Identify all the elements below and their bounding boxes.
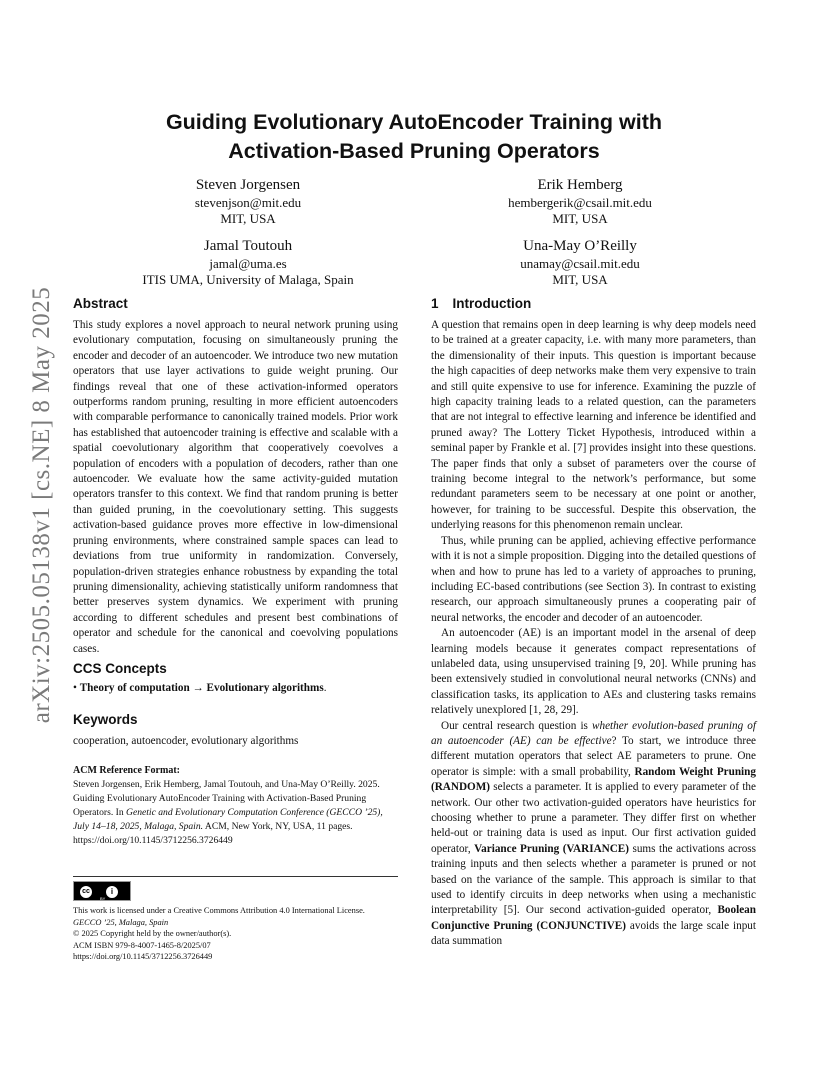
cc-icon: cc: [79, 885, 93, 899]
intro-paragraph: [431, 719, 756, 950]
section-title: Introduction: [452, 296, 532, 311]
author-email: jamal@uma.es: [209, 256, 287, 271]
author-block: [108, 236, 388, 288]
ccs-concepts: [73, 681, 398, 696]
arxiv-identifier: arXiv:2505.05138v1 [cs.NE] 8 May 2025: [28, 286, 55, 724]
author-block: [440, 236, 720, 288]
intro-text-run: ? To start, we introduce three different mutation operators that select AE parameters to prune. One operator is simple: with a small probability,: [431, 734, 757, 778]
ccs-subconcept: Evolutionary algorithms: [206, 682, 324, 694]
ccs-bullet: •: [73, 682, 77, 694]
author-email: unamay@csail.mit.edu: [520, 256, 640, 271]
acm-reference-heading: ACM Reference Format:: [73, 765, 180, 776]
title-line-2: Activation-Based Pruning Operators: [228, 139, 600, 163]
author-email: hembergerik@csail.mit.edu: [508, 195, 652, 210]
author-affiliation: ITIS UMA, University of Malaga, Spain: [142, 272, 354, 287]
section-number: 1: [431, 296, 439, 311]
author-affiliation: MIT, USA: [552, 211, 608, 226]
intro-text-run: avoids the large scale input data summation: [431, 919, 756, 948]
abstract-heading: Abstract: [73, 296, 128, 311]
cc-by-license-badge[interactable]: [73, 881, 131, 901]
copyright-notice: © 2025 Copyright held by the owner/author(s).: [73, 929, 232, 939]
operator-conjunctive: Boolean Conjunctive Pruning (CONJUNCTIVE): [431, 904, 756, 932]
acm-reference-authors: Steven Jorgensen, Erik Hemberg, Jamal Toutouh, and Una-May O’Reilly. 2025. Guiding Evolutionary AutoEncoder Training with Activation-Based Pruning Operators. In: [73, 779, 380, 818]
attribution-icon: i: [105, 885, 119, 899]
intro-text-run: selects a parameter. It is applied to every parameter of the network. Our other two activation-guided operators have heuristics for choosing whether to prune a parameter. They differ first on whether held-out or training data is used as input. Our first activation guided operator,: [431, 781, 756, 855]
operator-variance: Variance Pruning (VARIANCE): [474, 842, 629, 855]
author-block: [440, 175, 720, 227]
author-email: stevenjson@mit.edu: [194, 195, 302, 210]
author-name: Una-May O’Reilly: [523, 238, 637, 254]
paper-title: [74, 108, 754, 166]
intro-paragraph: A question that remains open in deep learning is why deep models need to be trained at a greater capacity, i.e. with many more parameters, than the dimensionality of their inputs. This question is important because the high capacities of deep networks make them very expensive to train and still quite expensive to use for inference. Examining the puzzle of high capacity training leads to a related question, can the parameters that are not integral to effective learning and inference be identified and pruned away? The Lottery Ticket Hypothesis, introduced within a seminal paper by Frankle et al. [7] provides insight into these questions. The paper finds that only a subset of parameters over the course of training become integral to the network’s performance, but some redundant parameters seem to be necessary at one point or another, however, for training to be successful. Despite this observation, the underlying reasons for this phenomenon remain unclear.: [431, 319, 756, 532]
doi-link[interactable]: https://doi.org/10.1145/3712256.3726449: [73, 952, 213, 962]
conference-venue: GECCO ’25, Malaga, Spain: [73, 917, 169, 927]
title-line-1: Guiding Evolutionary AutoEncoder Training with: [165, 110, 663, 134]
author-affiliation: MIT, USA: [220, 211, 276, 226]
license-footnote: [73, 905, 403, 963]
arxiv-stamp: [22, 286, 62, 724]
acm-reference-text: [73, 778, 398, 848]
ccs-period: .: [323, 682, 327, 694]
author-name: Steven Jorgensen: [195, 177, 301, 193]
footnote-divider: [73, 876, 398, 877]
abstract-text: This study explores a novel approach to neural network pruning using evolutionary computation, focusing on simultaneously pruning the encoder and decoder of an autoencoder. We introduce two new mutation operators that use layer activations to guide weight pruning. Our findings reveal that one of these activation-informed operators outperforms random pruning, resulting in more efficient autoencoders with comparable performance to canonically trained models. Prior work has established that autoencoder training is effective and scalable with a spatial coevolutionary algorithm that cooperatively coevolves a population of encoders with a population of decoders, rather than one autoencoder. We evaluate how the same activity-guided mutation operators transfer to this context. We find that random pruning is better than guided pruning, in the coevolutionary setting. This suggests activation-based guidance proves more effective in low-dimensional pruning environments, where constrained sample spaces can lead to deviations from true uniformity in randomization. Conversely, population-driven strategies enhance robustness by expanding the total pruning dimensionality, achieving statistically uniform randomness that better preserves system dynamics. We experiment with pruning according to different schedules and present best combinations of operator and schedule for the canonical and coevolving populations cases.: [73, 319, 398, 655]
license-statement: This work is licensed under a Creative Commons Attribution 4.0 International License.: [73, 906, 365, 915]
introduction-body: [431, 318, 756, 950]
operator-random: Random Weight Pruning (RANDOM): [431, 765, 756, 794]
acm-reference-publisher: ACM, New York, NY, USA, 11 pages. https://doi.org/10.1145/3712256.3726449: [73, 821, 353, 846]
by-label: BY: [100, 896, 106, 901]
intro-text-run: sums the activations across training inputs and then selects whether a parameter is pruned or not based on the variance of the sample. This approach is similar to that used to identify circuits in deep networks when using a mechanistic interpretability [5]. Our second activation-guided operator,: [431, 842, 757, 917]
intro-paragraph: Thus, while pruning can be applied, achieving effective performance with it is not a simple proposition. Digging into the detailed questions of when and how to prune has led to a variety of approaches to pruning, including EC-based contributions (see Section 3). In contrast to existing research, our approach simultaneously prunes a cooperating pair of neural networks, the encoder and decoder of an autoencoder.: [431, 534, 756, 624]
keywords-text: cooperation, autoencoder, evolutionary algorithms: [73, 735, 299, 747]
keywords-heading: Keywords: [73, 712, 138, 727]
introduction-heading: [431, 296, 531, 311]
research-question: whether evolution-based pruning of an autoencoder (AE) can be effective: [431, 719, 756, 747]
author-affiliation: MIT, USA: [552, 272, 608, 287]
intro-text-run: Our central research question is: [441, 719, 593, 732]
ccs-concept: Theory of computation: [79, 682, 190, 694]
isbn: ACM ISBN 979-8-4007-1465-8/2025/07: [73, 940, 211, 950]
author-name: Jamal Toutouh: [203, 238, 293, 254]
author-block: [108, 175, 388, 227]
intro-paragraph: An autoencoder (AE) is an important model in the arsenal of deep learning models because it generates compact representations of unlabeled data, using unsupervised training [9, 20]. While pruning has been extensively studied in convolutional neural networks (CNNs) and classification tasks, its application to AEs and clustering tasks remains relatively unexplored [1, 28, 29].: [431, 627, 756, 717]
author-name: Erik Hemberg: [537, 177, 623, 193]
ccs-heading: CCS Concepts: [73, 661, 167, 676]
ccs-arrow: →: [192, 682, 204, 694]
acm-reference-venue: Genetic and Evolutionary Computation Conference (GECCO ’25), July 14–18, 2025, Malaga, Spain.: [73, 807, 383, 832]
